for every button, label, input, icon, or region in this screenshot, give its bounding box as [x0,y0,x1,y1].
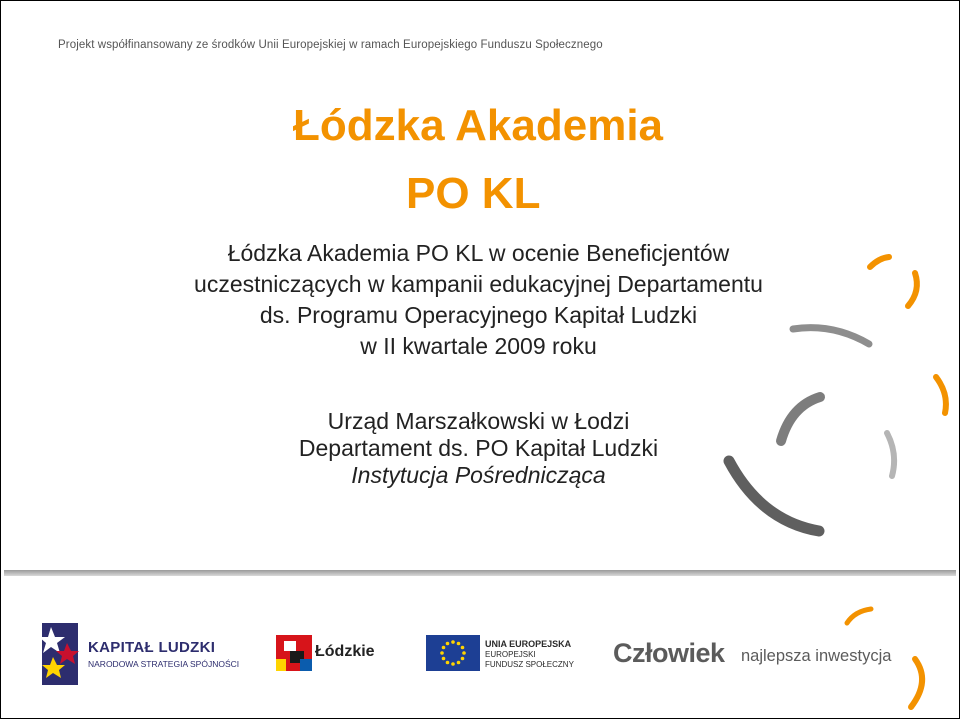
subtitle-line-1: Łódzka Akademia PO KL w ocenie Beneficjentów [227,240,730,266]
lodzkie-logo-icon [276,635,312,671]
kapital-ludzki-logo-icon [39,623,81,685]
kapital-ludzki-tagline: NARODOWA STRATEGIA SPÓJNOŚCI [88,659,240,669]
decorative-arcs-icon [1,1,959,561]
czlowiek-logo-main: Człowiek [613,638,725,668]
title-line-1-text: Łódzka Akademia [292,101,664,150]
eu-name: UNIA EUROPEJSKA [485,639,572,649]
title-line-2: PO KL [406,169,541,218]
eu-flag-icon [426,635,480,671]
institution-line-3: Instytucja Pośrednicząca [351,462,606,488]
kapital-ludzki-name: KAPITAŁ LUDZKI [88,639,216,656]
lodzkie-name: Łódzkie [315,643,375,660]
subtitle-line-3: ds. Programu Operacyjnego Kapitał Ludzki [259,302,698,328]
czlowiek-arc-icon [841,603,951,715]
footer-logos [1,576,959,718]
czlowiek-logo-sub: najlepsza inwestycja [741,647,892,665]
subtitle-line-2: uczestniczących w kampanii edukacyjnej Departamentu [194,271,763,297]
subtitle-line-4: w II kwartale 2009 roku [360,333,597,359]
institution-line-2: Departament ds. PO Kapitał Ludzki [298,435,659,461]
eu-fund-name: EUROPEJSKI FUNDUSZ SPOŁECZNY [485,650,574,669]
institution-line-1: Urząd Marszałkowski w Łodzi [327,408,630,434]
cofinancing-note: Projekt współfinansowany ze środków Unii Europejskiej w ramach Europejskiego Funduszu Społecznego [58,39,603,51]
